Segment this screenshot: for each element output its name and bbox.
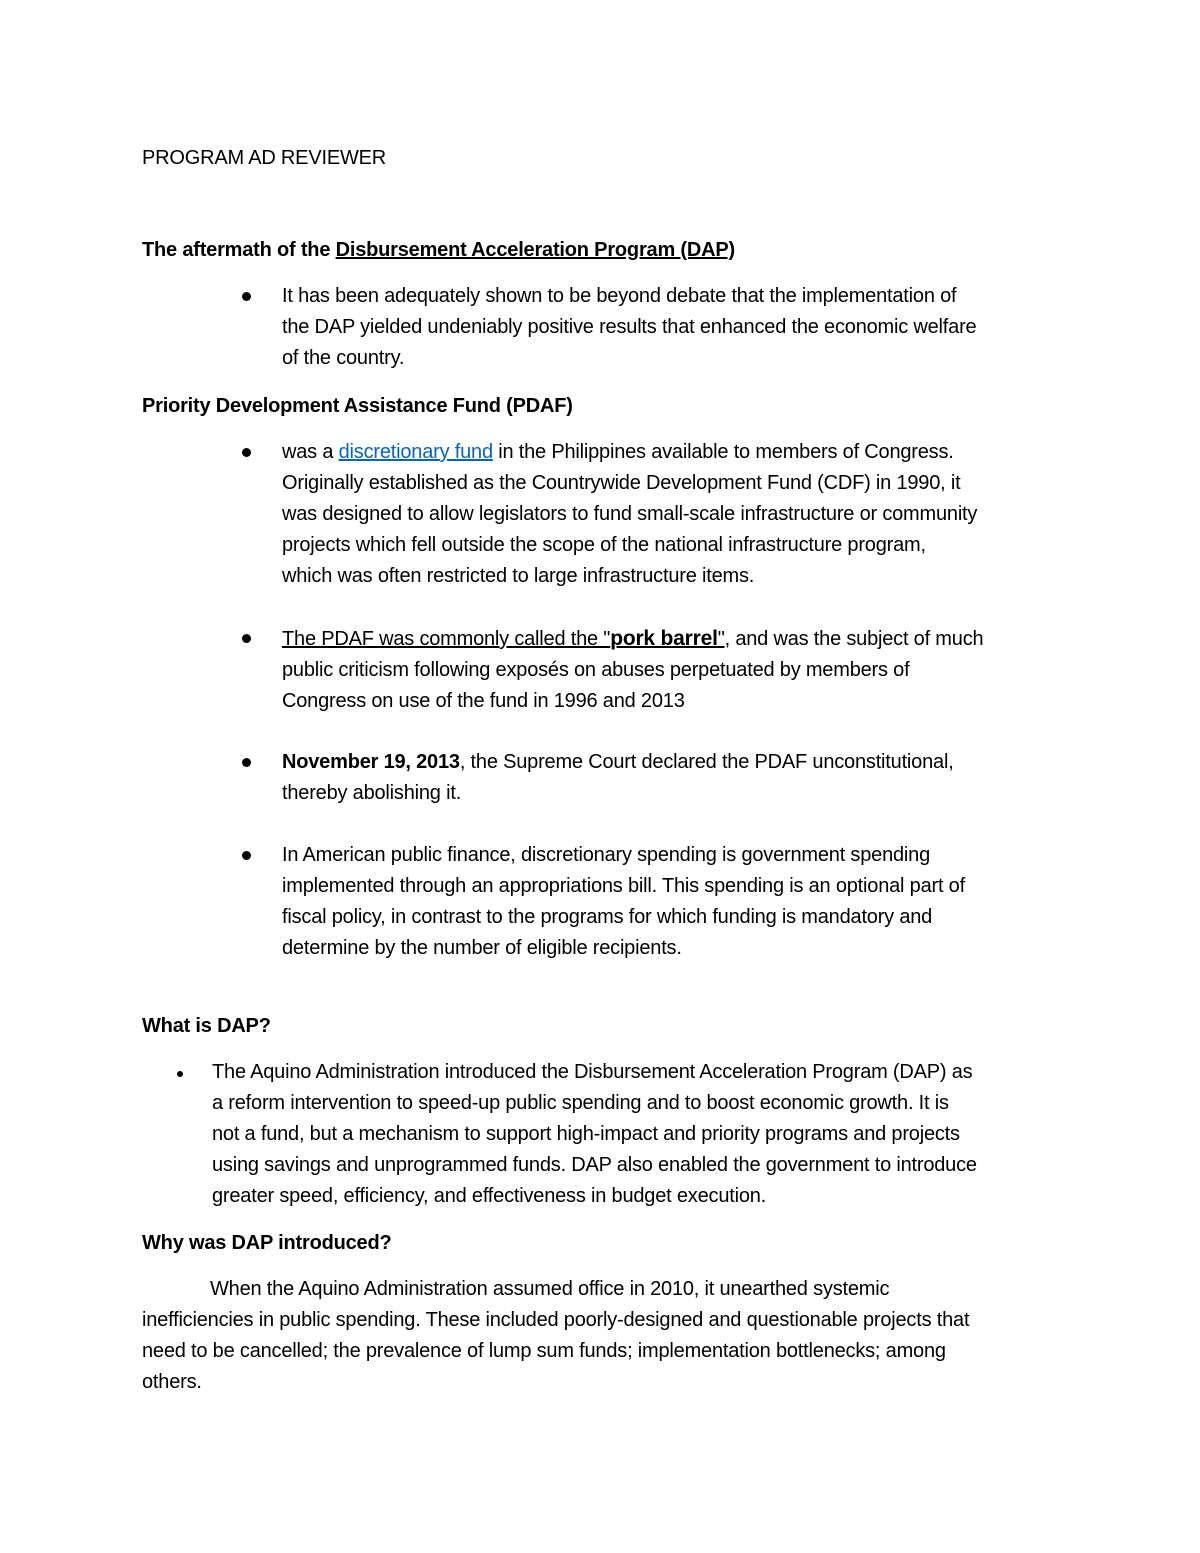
heading-underlined: Disbursement Acceleration Program (DAP) bbox=[335, 239, 735, 261]
bullet-pdaf-definition: was a discretionary fund in the Philippines available to members of Congress. Originally established as the Countrywide Development Fund (CDF) in 1990, it was designed to allow legislators to fund small-scale infrastructure or community projects which fell outside the scope of the national infrastructure program, which was often restricted to large infrastructure items. bbox=[282, 441, 978, 587]
section-heading-dap-aftermath bbox=[142, 236, 735, 264]
bullet-dot-icon bbox=[242, 292, 251, 301]
document-title: PROGRAM AD REVIEWER bbox=[142, 147, 387, 169]
bullet-dot-icon bbox=[242, 758, 251, 767]
bullet-dot-icon bbox=[242, 851, 251, 860]
bullet-supreme-court: November 19, 2013, the Supreme Court declared the PDAF unconstitutional, thereby abolishing it. bbox=[282, 751, 954, 804]
bullet-dot-icon bbox=[177, 1071, 183, 1077]
bullet-american-finance: In American public finance, discretionary spending is government spending implemented through an appropriations bill. This spending is an optional part of fiscal policy, in contrast to the programs for which funding is mandatory and determine by the number of eligible recipients. bbox=[282, 844, 965, 959]
discretionary-fund-link[interactable]: discretionary fund bbox=[338, 441, 493, 463]
section-heading-pdaf: Priority Development Assistance Fund (PDAF) bbox=[142, 395, 573, 417]
bullet-pork-barrel: The PDAF was commonly called the "pork barrel", and was the subject of much public criticism following exposés on abuses perpetuated by members of Congress on use of the fund in 1996 and 2013 bbox=[282, 627, 984, 712]
section-heading-what-is-dap: What is DAP? bbox=[142, 1015, 271, 1037]
bullet-dot-icon bbox=[242, 448, 251, 457]
bullet-dot-icon bbox=[242, 634, 251, 643]
pork-barrel-underlined: The PDAF was commonly called the "pork barrel", bbox=[282, 627, 730, 650]
paragraph-why-dap: When the Aquino Administration assumed office in 2010, it unearthed systemic inefficiencies in public spending. These included poorly-designed and questionable projects that need to be cancelled; the prevalence of lump sum funds; implementation bottlenecks; among others. bbox=[142, 1278, 970, 1393]
bullet-dap-results: It has been adequately shown to be beyond debate that the implementation of the DAP yielded undeniably positive results that enhanced the economic welfare of the country. bbox=[282, 285, 977, 369]
section-heading-why-dap: Why was DAP introduced? bbox=[142, 1232, 392, 1254]
bullet-what-is-dap: The Aquino Administration introduced the Disbursement Acceleration Program (DAP) as a reform intervention to speed-up public spending and to boost economic growth. It is not a fund, but a mechanism to support high-impact and priority programs and projects using savings and unprogrammed funds. DAP also enabled the government to introduce greater speed, efficiency, and effectiveness in budget execution. bbox=[212, 1061, 977, 1207]
heading-prefix: The aftermath of the bbox=[142, 239, 336, 261]
date-bold: November 19, 2013 bbox=[282, 751, 460, 773]
